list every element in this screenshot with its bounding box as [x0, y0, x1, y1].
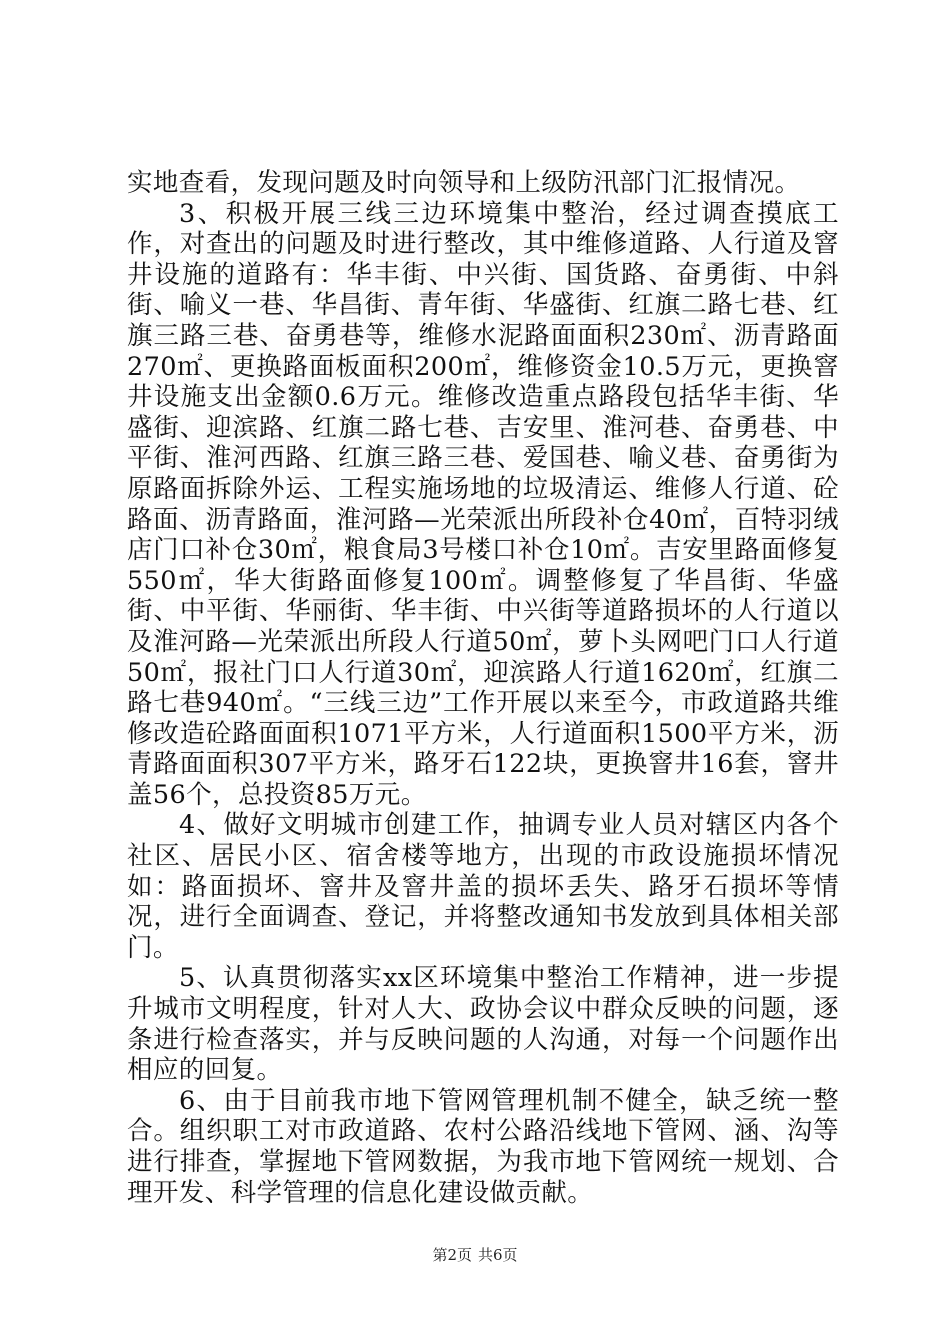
paragraph-item-6: 6、由于目前我市地下管网管理机制不健全，缺乏统一整合。组织职工对市政道路、农村公路沿线地下管网、涵、沟等进行排查，掌握地下管网数据，为我市地下管网统一规划、合理开发、科学管理的信息化建设做贡献。 [127, 1085, 839, 1208]
paragraph-item-4: 4、做好文明城市创建工作，抽调专业人员对辖区内各个社区、居民小区、宿舍楼等地方，出现的市政设施损坏情况如：路面损坏、窨井及窨井盖的损坏丢失、路牙石损坏等情况，进行全面调查、登记，并将整改通知书发放到具体相关部门。 [127, 810, 839, 963]
page-number: 第2页 [432, 1246, 472, 1264]
paragraph-item-3: 3、积极开展三线三边环境集中整治，经过调查摸底工作，对查出的问题及时进行整改，其中维修道路、人行道及窨井设施的道路有：华丰街、中兴街、国货路、奋勇街、中斜街、喻义一巷、华昌街、青年街、华盛街、红旗二路七巷、红旗三路三巷、奋勇巷等，维修水泥路面面积230㎡、沥青路面270㎡、更换路面板面积200㎡，维修资金10.5万元，更换窨井设施支出金额0.6万元。维修改造重点路段包括华丰街、华盛街、迎滨路、红旗二路七巷、吉安里、淮河巷、奋勇巷、中平街、淮河西路、红旗三路三巷、爱国巷、喻义巷、奋勇街为原路面拆除外运、工程实施场地的垃圾清运、维修人行道、砼路面、沥青路面，淮河路—光荣派出所段补仓40㎡，百特羽绒店门口补仓30㎡，粮食局3号楼口补仓10㎡。吉安里路面修复550㎡，华大街路面修复100㎡。调整修复了华昌街、华盛街、中平街、华丽街、华丰街、中兴街等道路损坏的人行道以及淮河路—光荣派出所段人行道50㎡，萝卜头网吧门口人行道50㎡，报社门口人行道30㎡，迎滨路人行道1620㎡，红旗二路七巷940㎡。“三线三边”工作开展以来至今，市政道路共维修改造砼路面面积1071平方米，人行道面积1500平方米，沥青路面面积307平方米，路牙石122块，更换窨井16套，窨井盖56个，总投资85万元。 [127, 198, 839, 810]
page-total: 共6页 [478, 1246, 518, 1264]
paragraph-continuation: 实地查看，发现问题及时向领导和上级防汛部门汇报情况。 [127, 168, 801, 198]
page-footer [0, 1245, 950, 1265]
document-body [127, 168, 839, 1208]
paragraph-item-5: 5、认真贯彻落实xx区环境集中整治工作精神，进一步提升城市文明程度，针对人大、政协会议中群众反映的问题，逐条进行检查落实，并与反映问题的人沟通，对每一个问题作出相应的回复。 [127, 963, 839, 1086]
